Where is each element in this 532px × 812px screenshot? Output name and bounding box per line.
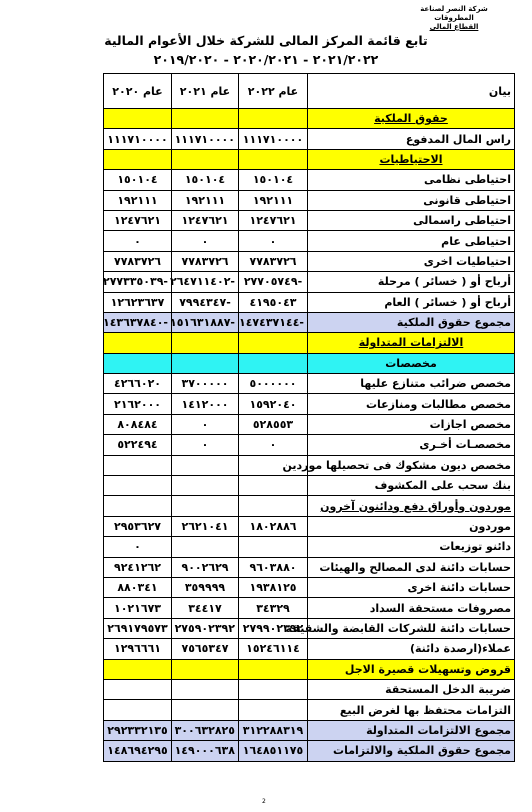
value-2020: ٢٩٥٣٦٢٧ <box>104 516 172 536</box>
value-2022: ١٩٣٨١٢٥ <box>239 577 308 597</box>
value-2022: ٥٠٠٠٠٠٠ <box>239 374 308 394</box>
row-label: حسابات دائنة اخرى <box>308 577 515 597</box>
value-2021: ١٢٤٧٦٢١ <box>172 210 239 230</box>
value-2021: ٩٠٠٢٦٢٩ <box>172 557 239 577</box>
table-header-row <box>104 74 515 109</box>
value-2022 <box>239 476 308 496</box>
value-2020: ٧٧٨٣٧٢٦ <box>104 251 172 271</box>
value-2022: ٠ <box>239 231 308 251</box>
row-label: مجموع الالتزامات المتداولة <box>308 720 515 740</box>
table-row <box>104 333 515 353</box>
table-row <box>104 741 515 761</box>
value-2020: ٢٩٢٣٣٢١٣٥ <box>104 720 172 740</box>
table-row <box>104 557 515 577</box>
table-row <box>104 312 515 332</box>
value-2020 <box>104 333 172 353</box>
row-label: دائنو توزيعات <box>308 537 515 557</box>
value-2022: ٣٤٣٢٩ <box>239 598 308 618</box>
value-2021 <box>172 496 239 516</box>
table-row <box>104 109 515 129</box>
table-row <box>104 476 515 496</box>
row-label: أرباح أو ( خسائر ) العام <box>308 292 515 312</box>
table-row <box>104 435 515 455</box>
table-row <box>104 272 515 292</box>
value-2022: ١٥٢٤٦١١٤ <box>239 639 308 659</box>
value-2020: ١٠٢١٦٧٣ <box>104 598 172 618</box>
row-label: احتياطيات اخرى <box>308 251 515 271</box>
row-label: احتياطى قانونى <box>308 190 515 210</box>
table-row <box>104 353 515 373</box>
value-2022 <box>239 353 308 373</box>
value-2020: ٠ <box>104 231 172 251</box>
table-row <box>104 577 515 597</box>
row-label: راس المال المدفوع <box>308 129 515 149</box>
value-2022 <box>239 700 308 720</box>
value-2020 <box>104 659 172 679</box>
value-2020: ١٢٦٢٣٦٣٧ <box>104 292 172 312</box>
value-2022: ١٥٩٢٠٤٠ <box>239 394 308 414</box>
header-year-2022: عام ٢٠٢٢ <box>239 74 308 109</box>
value-2021: ٢٦٢١٠٤١ <box>172 516 239 536</box>
value-2020: ٩٢٤١٢٦٢ <box>104 557 172 577</box>
value-2021: ٣٤٤١٧ <box>172 598 239 618</box>
value-2022: ١٥٠١٠٤ <box>239 170 308 190</box>
row-label-text: الاحتياطيات <box>379 152 443 166</box>
row-label: بنك سحب على المكشوف <box>308 476 515 496</box>
row-label-text: موردون وأوراق دفع ودائنون آخرون <box>320 499 511 513</box>
row-label <box>308 109 515 129</box>
header-year-2021: عام ٢٠٢١ <box>172 74 239 109</box>
value-2022 <box>239 659 308 679</box>
value-2020: -٢٧٧٣٣٥٠٣٩ <box>104 272 172 292</box>
table-row <box>104 374 515 394</box>
value-2022: ١٦٤٨٥١١٧٥ <box>239 741 308 761</box>
table-row <box>104 394 515 414</box>
value-2020: ٨٠٨٤٨٤ <box>104 414 172 434</box>
row-label-text: الالتزامات المتداولة <box>358 336 464 350</box>
value-2020: ١٢٤٧٦٢١ <box>104 210 172 230</box>
value-2022: ٥٢٨٥٥٣ <box>239 414 308 434</box>
value-2022: -١٤٧٤٣٧١٤٤ <box>239 312 308 332</box>
value-2020: ٨٨٠٣٤١ <box>104 577 172 597</box>
value-2021 <box>172 333 239 353</box>
value-2021: ١٤٩٠٠٠٦٣٨ <box>172 741 239 761</box>
value-2022 <box>239 537 308 557</box>
value-2021: ٣٠٠٦٣٢٨٢٥ <box>172 720 239 740</box>
value-2021 <box>172 659 239 679</box>
value-2021: ٣٧٠٠٠٠٠ <box>172 374 239 394</box>
value-2020 <box>104 496 172 516</box>
value-2020 <box>104 679 172 699</box>
table-row <box>104 231 515 251</box>
row-label-text: حقوق الملكية <box>374 112 448 126</box>
table-row <box>104 700 515 720</box>
value-2021: ٠ <box>172 414 239 434</box>
department-name: القطاع المالى <box>429 23 479 31</box>
table-row <box>104 455 515 475</box>
value-2022: ٢٧٩٩٠٢٣٩٢ <box>239 618 308 638</box>
value-2022: ٣١٢٢٨٨٣١٩ <box>239 720 308 740</box>
page-number: 2 <box>262 798 266 805</box>
company-name: شركة النصر لصناعة المطروقات <box>420 5 488 22</box>
table-row <box>104 210 515 230</box>
value-2021: -١٥١٦٣١٨٨٧ <box>172 312 239 332</box>
value-2021: ١٥٠١٠٤ <box>172 170 239 190</box>
value-2020: ١٩٢١١١ <box>104 190 172 210</box>
fiscal-years-subtitle: ٢٠٢١/٢٠٢٢ - ٢٠٢٠/٢٠٢١ - ٢٠١٩/٢٠٢٠ <box>153 52 379 67</box>
value-2022: ١٢٤٧٦٢١ <box>239 210 308 230</box>
value-2021: ٧٥٦٥٣٤٧ <box>172 639 239 659</box>
row-label: مخصصـات أخـرى <box>308 435 515 455</box>
row-label: عملاء(ارصدة دائنة) <box>308 639 515 659</box>
value-2022: ٩٦٠٣٨٨٠ <box>239 557 308 577</box>
value-2022 <box>239 679 308 699</box>
row-label: التزامات محتفظ بها لغرض البيع <box>308 700 515 720</box>
row-label: مخصصات <box>308 353 515 373</box>
value-2020 <box>104 353 172 373</box>
value-2022: ٠ <box>239 435 308 455</box>
value-2020 <box>104 476 172 496</box>
value-2020: ١٥٠١٠٤ <box>104 170 172 190</box>
value-2020 <box>104 455 172 475</box>
table-row <box>104 659 515 679</box>
value-2021 <box>172 109 239 129</box>
value-2022: ١٨٠٢٨٨٦ <box>239 516 308 536</box>
table-row <box>104 170 515 190</box>
table-row <box>104 496 515 516</box>
table-row <box>104 149 515 169</box>
value-2021: -٢٦٤٧١١٤٠٢ <box>172 272 239 292</box>
row-label: مجموع حقوق الملكية <box>308 312 515 332</box>
value-2021: ١١١٧١٠٠٠٠ <box>172 129 239 149</box>
table-row <box>104 251 515 271</box>
page-title: تابع قائمة المركز المالى للشركة خلال الأعوام المالية <box>104 33 428 48</box>
table-row <box>104 516 515 536</box>
table-row <box>104 598 515 618</box>
table-row <box>104 414 515 434</box>
row-label: مخصص ضرائب متنازع عليها <box>308 374 515 394</box>
value-2021 <box>172 537 239 557</box>
value-2021: ٣٥٩٩٩٩ <box>172 577 239 597</box>
row-label: مخصص اجازات <box>308 414 515 434</box>
value-2021 <box>172 679 239 699</box>
value-2022: ٧٧٨٣٧٢٦ <box>239 251 308 271</box>
value-2020 <box>104 149 172 169</box>
row-label: حسابات دائنة للشركات القابضة والشقيقة <box>308 618 515 638</box>
row-label: احتياطى نظامى <box>308 170 515 190</box>
value-2021: ٠ <box>172 435 239 455</box>
row-label <box>308 149 515 169</box>
header-description: بيان <box>308 74 515 109</box>
value-2021: ٢٧٥٩٠٢٣٩٢ <box>172 618 239 638</box>
row-label <box>308 333 515 353</box>
row-label: احتياطى راسمالى <box>308 210 515 230</box>
value-2022 <box>239 109 308 129</box>
value-2022: -٢٧٧٠٥٧٤٩ <box>239 272 308 292</box>
value-2021: ١٩٢١١١ <box>172 190 239 210</box>
value-2022: ١١١٧١٠٠٠٠ <box>239 129 308 149</box>
table-row <box>104 292 515 312</box>
row-label: حسابات دائنة لدى المصالح والهيئات <box>308 557 515 577</box>
row-label: قروض وتسهيلات قصيرة الاجل <box>308 659 515 679</box>
value-2020: ١٢٩٦٦٦١ <box>104 639 172 659</box>
table-row <box>104 639 515 659</box>
value-2022: ١٩٢١١١ <box>239 190 308 210</box>
balance-sheet-table <box>103 73 515 762</box>
value-2020 <box>104 700 172 720</box>
value-2020: ٥٢٢٤٩٤ <box>104 435 172 455</box>
value-2020: ٤٢٦٦٠٢٠ <box>104 374 172 394</box>
value-2020: ٢١٦٢٠٠٠ <box>104 394 172 414</box>
company-header <box>404 5 504 32</box>
header-year-2020: عام ٢٠٢٠ <box>104 74 172 109</box>
value-2020: ١١١٧١٠٠٠٠ <box>104 129 172 149</box>
value-2021: ١٤١٢٠٠٠ <box>172 394 239 414</box>
table-row <box>104 618 515 638</box>
table-row <box>104 537 515 557</box>
value-2021 <box>172 700 239 720</box>
row-label <box>308 496 515 516</box>
value-2022 <box>239 333 308 353</box>
row-label: موردون <box>308 516 515 536</box>
row-label: أرباح أو ( خسائر ) مرحلة <box>308 272 515 292</box>
row-label: ضريبة الدخل المستحقة <box>308 679 515 699</box>
row-label: مجموع حقوق الملكية والالتزامات <box>308 741 515 761</box>
table-row <box>104 720 515 740</box>
value-2021 <box>172 455 239 475</box>
value-2021: ٠ <box>172 231 239 251</box>
value-2020: ١٤٨٦٩٤٢٩٥ <box>104 741 172 761</box>
value-2021 <box>172 353 239 373</box>
value-2021: ٧٧٨٣٧٢٦ <box>172 251 239 271</box>
row-label: مصروفات مستحقة السداد <box>308 598 515 618</box>
value-2021 <box>172 149 239 169</box>
table-row <box>104 679 515 699</box>
value-2021: -٧٩٩٤٣٤٧ <box>172 292 239 312</box>
row-label: مخصص مطالبات ومنازعات <box>308 394 515 414</box>
value-2020 <box>104 109 172 129</box>
table-row <box>104 190 515 210</box>
value-2021 <box>172 476 239 496</box>
value-2022 <box>239 149 308 169</box>
row-label: احتياطى عام <box>308 231 515 251</box>
table-row <box>104 129 515 149</box>
value-2020: ٢٦٩١٧٩٥٧٣ <box>104 618 172 638</box>
value-2022: ٤١٩٥٠٤٣ <box>239 292 308 312</box>
row-label: مخصص ديون مشكوك فى تحصيلها موردين <box>308 455 515 475</box>
value-2020: -١٤٣٦٣٧٨٤٠ <box>104 312 172 332</box>
value-2020: ٠ <box>104 537 172 557</box>
value-2022 <box>239 496 308 516</box>
